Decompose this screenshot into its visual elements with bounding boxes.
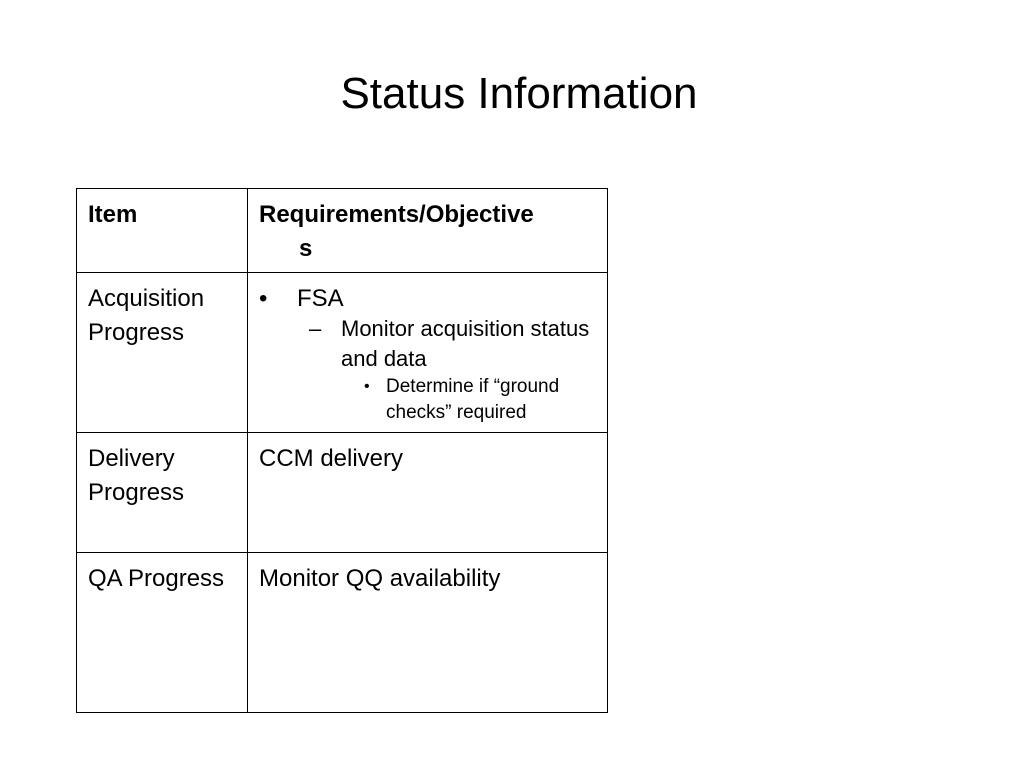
item-cell: QA Progress — [77, 553, 248, 713]
list-item-level2 — [259, 314, 596, 374]
list-item-text: FSA — [297, 285, 344, 312]
header-requirements-line1: Requirements/Objective — [259, 201, 534, 228]
status-table — [76, 188, 608, 713]
slide-title: Status Information — [340, 69, 698, 118]
bullet-icon: • — [364, 378, 370, 395]
requirements-cell: Monitor QQ availability — [248, 553, 608, 713]
table-header-row — [77, 189, 608, 273]
requirements-cell: CCM delivery — [248, 433, 608, 553]
item-cell: Acquisition Progress — [77, 273, 248, 433]
header-requirements — [248, 189, 608, 273]
item-cell: Delivery Progress — [77, 433, 248, 553]
bullet-icon: • — [259, 285, 268, 312]
table-row — [77, 553, 608, 713]
header-item: Item — [77, 189, 248, 273]
requirements-cell — [248, 273, 608, 433]
dash-icon: – — [309, 316, 322, 341]
list-item-level1 — [259, 282, 596, 316]
header-requirements-line2: s — [299, 235, 313, 262]
table-row — [77, 433, 608, 553]
list-item-text: Monitor acquisition status and data — [341, 316, 590, 371]
list-item-text: Determine if “ground checks” required — [386, 376, 560, 423]
list-item-level3 — [259, 374, 596, 426]
table-row — [77, 273, 608, 433]
